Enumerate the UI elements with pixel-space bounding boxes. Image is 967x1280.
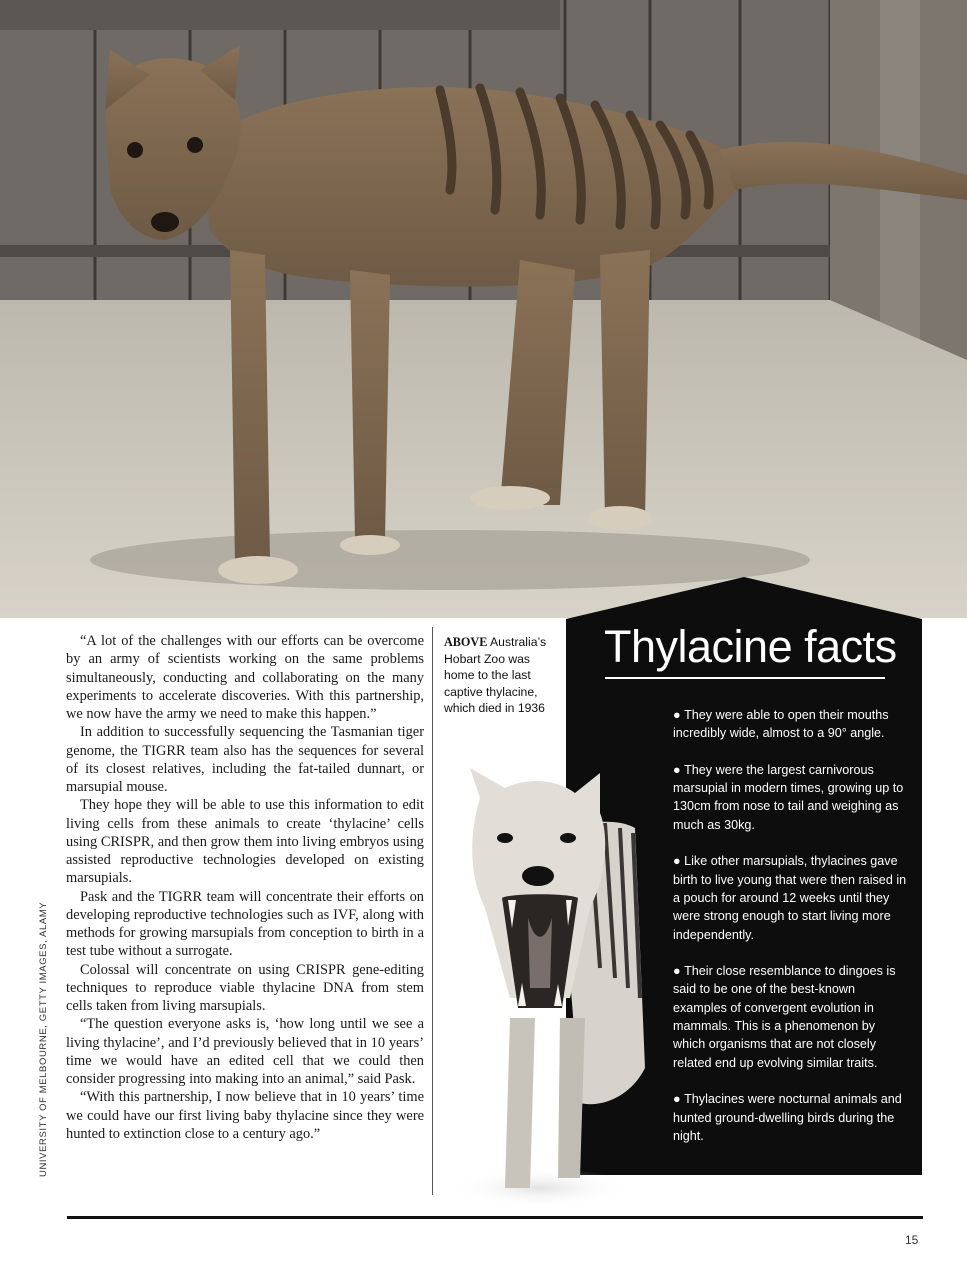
thylacine-yawn-image [450,768,650,1208]
article-paragraph: They hope they will be able to use this information to edit living cells from these animals to create ‘thylacine’ cells using CRISPR, and then grow them into living embryos using assisted reproductive technologies developed on existing marsupials. [66,797,424,887]
thylacine-cutout-illustration [450,768,650,1208]
caption-label: ABOVE [444,635,488,649]
article-paragraph: In addition to successfully sequencing the Tasmanian tiger genome, the TIGRR team also has the sequences for several of its closest relatives, including the fat-tailed dunnart, or marsupial mouse. [66,724,424,795]
article-body [66,632,424,1143]
article-paragraph: “A lot of the challenges with our efforts can be overcome by an army of scientists working on the same problems simultaneously, conducting and collaborating on the many experiments to accelerate discoveries. With this partnership, we now have the army we need to make this happen.” [66,633,424,722]
fact-item: ● Like other marsupials, thylacines gave birth to live young that were then raised in a pouch for around 12 weeks until they were strong enough to start living more independently. [673,852,908,943]
footer-rule [67,1216,923,1219]
fact-item: ● Their close resemblance to dingoes is said to be one of the best-known examples of convergent evolution in mammals. This is a phenomenon by which organisms that are not closely related end up evolving similar traits. [673,962,908,1072]
article-paragraph: Colossal will concentrate on using CRISPR gene-editing techniques to reproduce viable thylacine DNA from stem cells taken from living marsupials. [66,961,424,1014]
page-number: 15 [905,1233,919,1247]
hero-photo [0,0,967,618]
article-paragraph: “With this partnership, I now believe that in 10 years’ time we could have our first living baby thylacine since they were hunted to extinction close to a century ago.” [66,1089,424,1142]
facts-title-underline [605,677,885,679]
column-divider [432,627,433,1195]
facts-title: Thylacine facts [604,621,897,672]
article-paragraph: “The question everyone asks is, ‘how long until we see a living thylacine’, and I’d previously believed that in 10 years’ time we would have an edited cell that we could then consider progressing into making into an animal,” said Pask. [66,1016,424,1087]
thylacine-photo-illustration [0,0,967,618]
facts-list [673,706,908,1163]
caption-text: Australia’s Hobart Zoo was home to the last captive thylacine, which died in 1936 [444,635,547,715]
article-paragraph: Pask and the TIGRR team will concentrate their efforts on developing reproductive technologies such as IVF, along with methods for growing marsupials from conception to birth in a test tube without a surrogate. [66,888,424,960]
fact-item: ● They were the largest carnivorous marsupial in modern times, growing up to 130cm from nose to tail and weighing as much as 30kg. [673,761,908,834]
photo-caption [444,634,560,717]
fact-item: ● They were able to open their mouths incredibly wide, almost to a 90° angle. [673,706,908,743]
photo-credit: UNIVERSITY OF MELBOURNE, GETTY IMAGES, ALAMY [38,901,49,1177]
fact-item: ● Thylacines were nocturnal animals and hunted ground-dwelling birds during the night. [673,1090,908,1145]
